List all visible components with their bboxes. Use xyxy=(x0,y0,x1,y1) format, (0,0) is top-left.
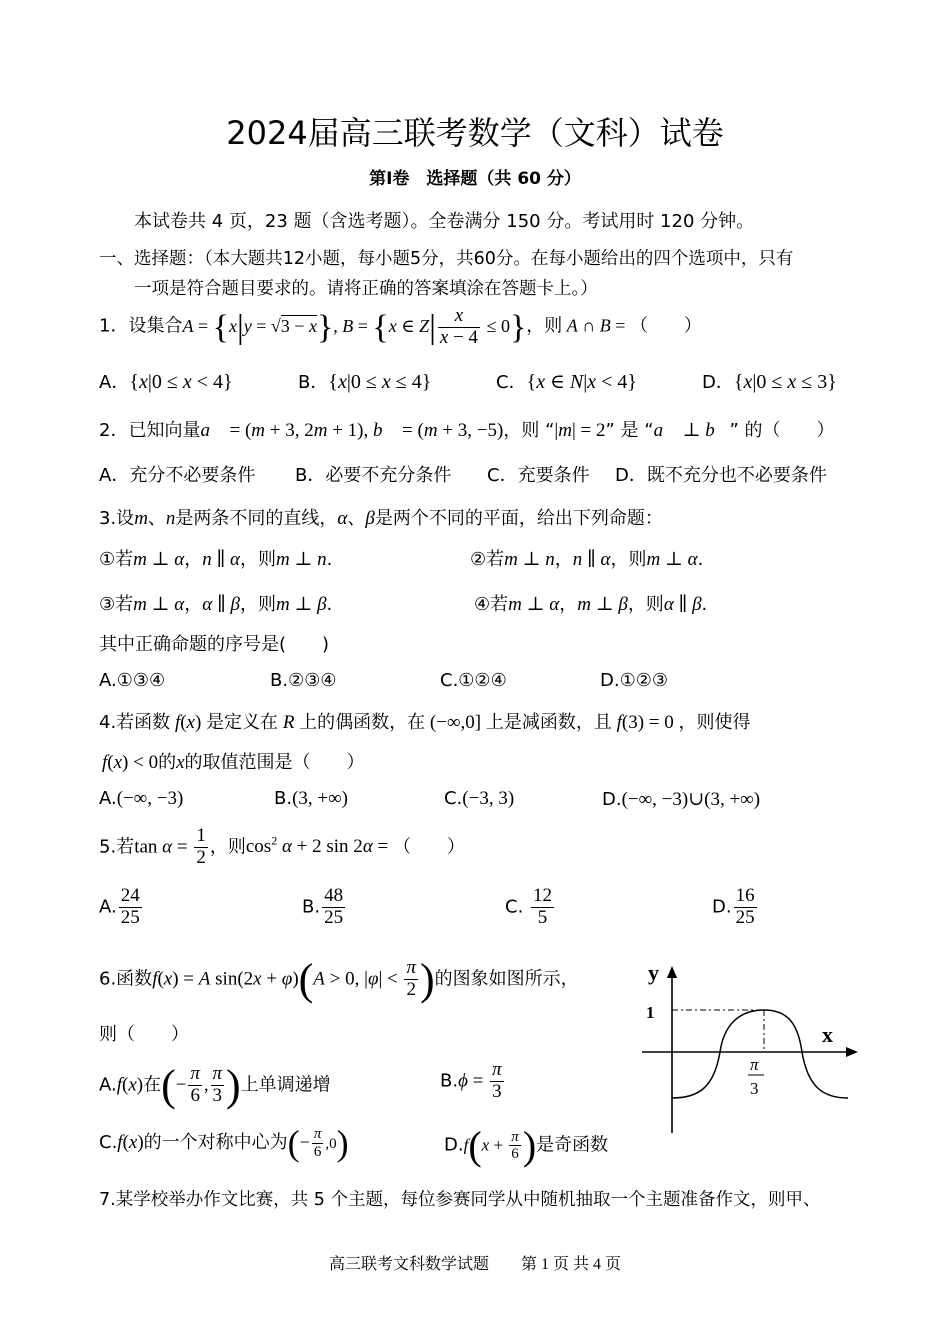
q3-option-b: B.②③④ xyxy=(270,670,337,691)
page-title: 2024届高三联考数学（文科）试卷 xyxy=(226,114,724,152)
q3-prop-4: ④若m ⊥ α，m ⊥ β，则α ∥ β. xyxy=(474,594,708,615)
q3-ask: 其中正确命题的序号是( ) xyxy=(99,634,330,655)
intro-text: 本试卷共 4 页，23 题（含选考题）。全卷满分 150 分。考试用时 120 分钟。 xyxy=(134,211,755,232)
y-axis-arrow xyxy=(667,966,677,978)
question-1: 1．设集合A = {x|y = √3 − x}, B = {x ∈ Z| $\frac{x}{x - 4}$ ≤ 0}，则 A ∩ B = （ ） xyxy=(99,305,702,348)
q4-option-b: B.(3, +∞) xyxy=(274,788,348,809)
q2-option-c: C．充要条件 xyxy=(487,465,590,486)
question-2: 2．已知向量a⃗ = (m + 3, 2m + 1), b⃗ = (m + 3, −5)，则 “|m| = 2” 是 “a⃗ ⊥ b⃗” 的（ ） xyxy=(99,420,835,441)
q3-option-a: A.①③④ xyxy=(99,670,166,691)
q4-option-d: D.(−∞, −3)∪(3, +∞) xyxy=(602,789,761,810)
q2-option-d: D．既不充分也不必要条件 xyxy=(615,465,827,486)
section-heading-line1: 一、选择题：（本大题共12小题，每小题5分，共60分。在每小题给出的四个选项中，只有 xyxy=(99,249,794,269)
q6-then: 则（ ） xyxy=(99,1024,189,1045)
q3-option-c: C.①②④ xyxy=(440,670,507,691)
q5-option-d: D. $\frac{16}{25}$ xyxy=(712,885,755,928)
tick-label-pi: π xyxy=(750,1055,759,1074)
section-subtitle: 第Ⅰ卷 选择题（共 60 分） xyxy=(369,169,581,189)
q6-option-c: C.f(x)的一个对称中心为(− $\frac{\pi}{6}$ ,0) xyxy=(99,1123,349,1163)
section-heading-line2: 一项是符合题目要求的。请将正确的答案填涂在答题卡上。） xyxy=(134,279,598,299)
q3-option-d: D.①②③ xyxy=(600,670,668,691)
x-axis-label: x xyxy=(822,1022,833,1047)
q6-function-graph xyxy=(636,958,866,1138)
q1-option-d: D．{x|0 ≤ x ≤ 3} xyxy=(702,371,837,393)
q1-option-b: B．{x|0 ≤ x ≤ 4} xyxy=(298,371,432,393)
q6-option-b: B.ϕ = $\frac{\pi}{3}$ xyxy=(440,1059,502,1102)
question-3: 3.设m、n是两条不同的直线，α、β是两个不同的平面，给出下列命题： xyxy=(99,508,663,529)
question-4-line2: f(x) < 0的x的取值范围是（ ） xyxy=(102,752,365,773)
tick-label-one: 1 xyxy=(646,1003,655,1022)
q3-prop-3: ③若m ⊥ α，α ∥ β，则m ⊥ β. xyxy=(99,594,333,615)
tick-label-three: 3 xyxy=(750,1079,759,1098)
q4-option-c: C.(−3, 3) xyxy=(444,788,515,809)
q1-option-c: C．{x ∈ N|x < 4} xyxy=(496,371,638,393)
q6-option-a: A.f(x)在(− $\frac{\pi}{6}$ , $\frac{\pi}{3}$ )上单调递增 xyxy=(99,1061,331,1110)
question-4: 4.若函数 f(x) 是定义在 R 上的偶函数，在 (−∞,0] 上是减函数，且 f(3) = 0 ，则使得 xyxy=(99,712,751,733)
q5-option-c: C. $\frac{12}{5}$ xyxy=(505,885,553,928)
q5-option-b: B. $\frac{48}{25}$ xyxy=(302,885,344,928)
y-axis-label: y xyxy=(648,960,659,985)
q2-option-b: B．必要不充分条件 xyxy=(295,465,452,486)
question-6: 6.函数f(x) = A sin(2x + φ)(A > 0, |φ| < $\frac{\pi}{2}$ )的图象如图所示， xyxy=(99,955,579,1004)
x-axis-arrow xyxy=(846,1047,858,1057)
question-7: 7.某学校举办作文比赛，共 5 个主题，每位参赛同学从中随机抽取一个主题准备作文，则甲、 xyxy=(99,1190,821,1210)
q1-option-a: A．{x|0 ≤ x < 4} xyxy=(99,371,233,393)
q4-option-a: A.(−∞, −3) xyxy=(99,788,184,809)
page-footer: 高三联考文科数学试题 第 1 页 共 4 页 xyxy=(328,1256,621,1273)
q5-option-a: A. $\frac{24}{25}$ xyxy=(99,885,140,928)
q6-option-d: D.f(x + $\frac{\pi}{6}$ )是奇函数 xyxy=(444,1123,609,1168)
q3-prop-1: ①若m ⊥ α，n ∥ α，则m ⊥ n. xyxy=(99,549,333,570)
q3-prop-2: ②若m ⊥ n，n ∥ α，则m ⊥ α. xyxy=(470,549,704,570)
question-5: 5.若tan α = $\frac{1}{2}$ ，则$\cos^2 \alpha + 2$ sin 2α = （ ） xyxy=(99,825,466,868)
q2-option-a: A．充分不必要条件 xyxy=(99,465,256,486)
